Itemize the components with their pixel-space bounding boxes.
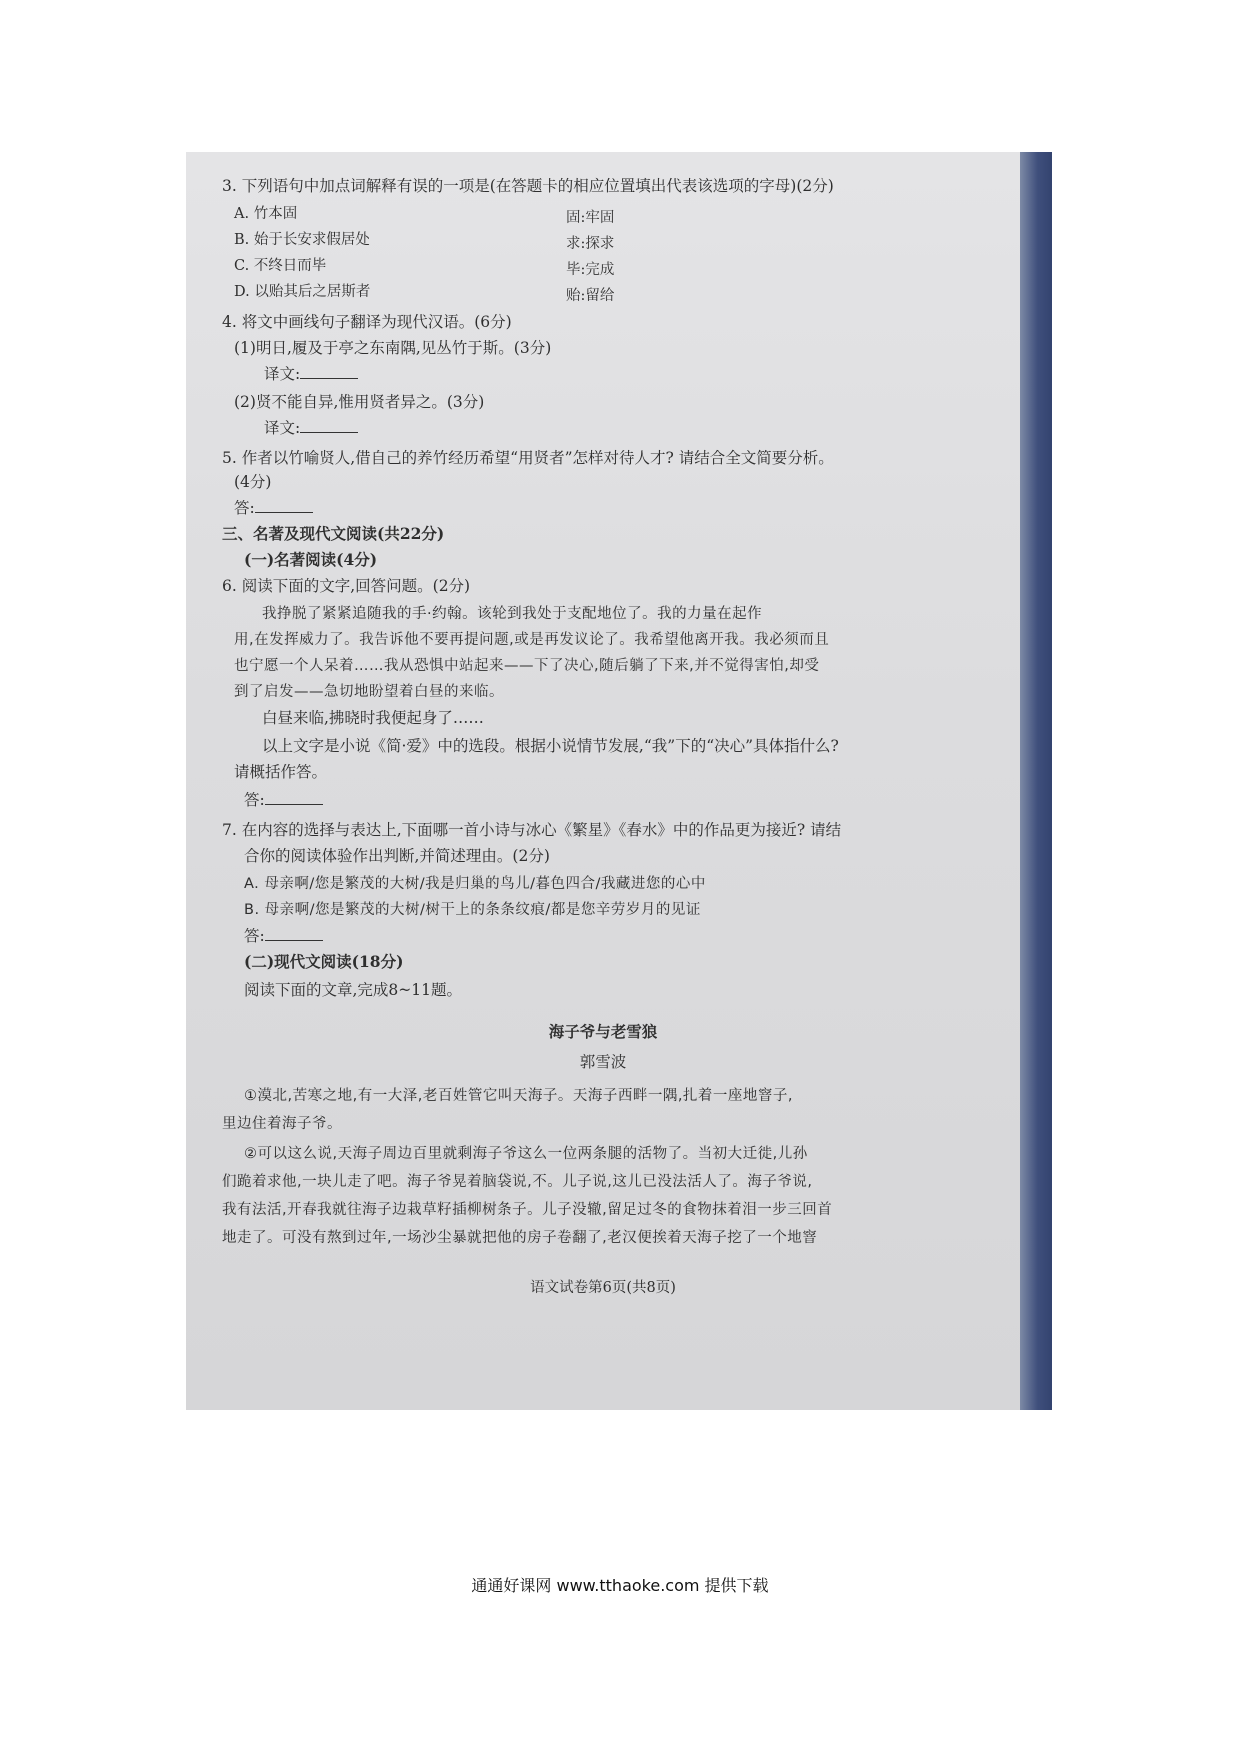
article-paragraph-line: ①漠北,苦寒之地,有一大泽,老百姓管它叫天海子。天海子西畔一隅,扎着一座地窨子,: [244, 1088, 794, 1104]
q7-option-a: A. 母亲啊/您是繁茂的大树/我是归巢的鸟儿/暮色四合/我藏进您的心中: [244, 876, 706, 892]
q4-answer-2: [264, 418, 358, 438]
q6-answer-label: 答:: [244, 791, 265, 809]
article-paragraph-line: 里边住着海子爷。: [222, 1116, 342, 1132]
q5-answer: [234, 498, 313, 518]
q7-option-b: B. 母亲啊/您是繁茂的大树/树干上的条条纹痕/都是您辛劳岁月的见证: [244, 902, 701, 918]
q3-gloss-d: 贻:留给: [566, 288, 615, 304]
part2-instruction: 阅读下面的文章,完成8~11题。: [244, 981, 462, 999]
article-paragraph-line: ②可以这么说,天海子周边百里就剩海子爷这么一位两条腿的活物了。当初大迁徙,儿孙: [244, 1146, 808, 1162]
q4-sentence-2: (2)贤不能自异,惟用贤者异之。(3分): [234, 393, 485, 411]
q4-sentence-1: (1)明日,履及于亭之东南隅,见丛竹于斯。(3分): [234, 339, 552, 357]
q3-gloss-b: 求:探求: [566, 236, 615, 252]
q6-answer: [244, 790, 323, 810]
q7-stem-line1: 7. 在内容的选择与表达上,下面哪一首小诗与冰心《繁星》《春水》中的作品更为接近? 请结: [222, 821, 842, 839]
q6-passage-line: 也宁愿一个人呆着……我从恐惧中站起来——下了决心,随后躺了下来,并不觉得害怕,却受: [234, 658, 820, 674]
q6-passage-line: 用,在发挥威力了。我告诉他不要再提问题,或是再发议论了。我希望他离开我。我必须而且: [234, 632, 830, 648]
article-author: 郭雪波: [579, 1053, 627, 1071]
q3-gloss-a: 固:牢固: [566, 210, 615, 226]
section3-title: 三、名著及现代文阅读(共22分): [222, 524, 445, 543]
q3-option-b: B. 始于长安求假居处: [234, 232, 370, 248]
q4-answer-1-blank[interactable]: [300, 364, 358, 379]
q4-answer-2-blank[interactable]: [300, 418, 358, 433]
q4-answer-1-label: 译文:: [264, 365, 301, 383]
q6-passage-line: 到了启发——急切地盼望着白昼的来临。: [234, 684, 504, 700]
q4-stem: 4. 将文中画线句子翻译为现代汉语。(6分): [222, 313, 512, 331]
q6-stem: 6. 阅读下面的文字,回答问题。(2分): [222, 577, 471, 595]
q5-stem-line1: 5. 作者以竹喻贤人,借自己的养竹经历希望“用贤者”怎样对待人才? 请结合全文简要分析。: [222, 449, 834, 467]
q7-answer: [244, 926, 323, 946]
article-paragraph-line: 我有法活,开春我就往海子边栽草籽插柳树条子。儿子没辙,留足过冬的食物抹着泪一步三回首: [222, 1202, 833, 1218]
q3-option-a: A. 竹本固: [234, 206, 298, 222]
part2-title: (二)现代文阅读(18分): [244, 952, 404, 971]
q4-answer-1: [264, 364, 358, 384]
q6-passage-line: 我挣脱了紧紧追随我的手·约翰。该轮到我处于支配地位了。我的力量在起作: [262, 606, 763, 622]
q7-answer-label: 答:: [244, 927, 265, 945]
q5-stem-line2: (4分): [234, 473, 272, 491]
q3-gloss-c: 毕:完成: [566, 262, 615, 278]
exam-sheet: [186, 152, 1020, 1410]
exam-page-photo: [186, 152, 1052, 1410]
section3-part1-title: (一)名著阅读(4分): [244, 550, 378, 569]
q6-question-line2: 请概括作答。: [234, 763, 328, 781]
q5-answer-blank[interactable]: [255, 498, 313, 513]
article-paragraph-line: 地走了。可没有熬到过年,一场沙尘暴就把他的房子卷翻了,老汉便挨着天海子挖了一个地窨: [222, 1230, 818, 1246]
q6-answer-blank[interactable]: [265, 790, 323, 805]
site-footer: 通通好课网 www.tthaoke.com 提供下载: [471, 1576, 769, 1595]
q5-answer-label: 答:: [234, 499, 255, 517]
article-paragraph-line: 们跪着求他,一块儿走了吧。海子爷晃着脑袋说,不。儿子说,这儿已没法活人了。海子爷说,: [222, 1174, 813, 1190]
binder-edge: [1020, 152, 1052, 1410]
q7-answer-blank[interactable]: [265, 926, 323, 941]
q6-question-line1: 以上文字是小说《简·爱》中的选段。根据小说情节发展,“我”下的“决心”具体指什么?: [262, 737, 839, 755]
q4-answer-2-label: 译文:: [264, 419, 301, 437]
q3-stem: 3. 下列语句中加点词解释有误的一项是(在答题卡的相应位置填出代表该选项的字母)(2分): [222, 177, 834, 195]
q3-option-d: D. 以贻其后之居斯者: [234, 284, 371, 300]
article-title: 海子爷与老雪狼: [548, 1022, 658, 1041]
q7-stem-line2: 合你的阅读体验作出判断,并简述理由。(2分): [244, 847, 550, 865]
q3-option-c: C. 不终日而毕: [234, 258, 327, 274]
q6-passage-line: 白昼来临,拂晓时我便起身了……: [262, 709, 484, 727]
exam-page-number: 语文试卷第6页(共8页): [530, 1280, 676, 1296]
